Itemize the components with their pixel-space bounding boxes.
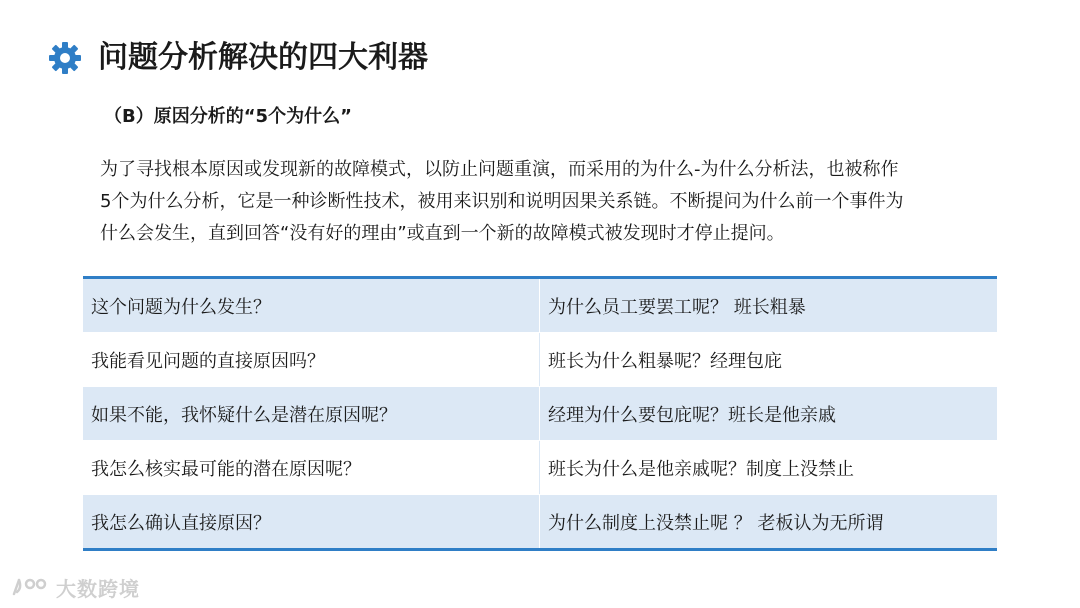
table-row (83, 387, 997, 441)
section-subtitle: （B）原因分析的“5个为什么” (104, 106, 352, 127)
page-title: 问题分析解决的四大利器 (98, 40, 428, 75)
question-cell: 我怎么确认直接原因？ (83, 495, 540, 550)
paragraph-line: 什么会发生，直到回答“没有好的理由”或直到一个新的故障模式被发现时才停止提问。 (100, 223, 785, 244)
brand-logo-icon (10, 574, 52, 600)
example-cell: 为什么员工要罢工呢？ 班长粗暴 (540, 278, 998, 333)
description-paragraph (100, 154, 1010, 250)
question-cell: 如果不能，我怀疑什么是潜在原因呢？ (83, 387, 540, 441)
question-cell: 我怎么核实最可能的潜在原因呢？ (83, 441, 540, 495)
example-cell: 班长为什么粗暴呢？经理包庇 (540, 333, 998, 387)
watermark-text: 大数跨境 (56, 576, 140, 601)
question-cell: 这个问题为什么发生？ (83, 278, 540, 333)
table-row (83, 278, 997, 333)
example-cell: 班长为什么是他亲戚呢？制度上没禁止 (540, 441, 998, 495)
brand-watermark (10, 572, 140, 602)
example-cell: 经理为什么要包庇呢？班长是他亲戚 (540, 387, 998, 441)
question-cell: 我能看见问题的直接原因吗？ (83, 333, 540, 387)
table-row (83, 495, 997, 550)
table-row (83, 441, 997, 495)
paragraph-line: 为了寻找根本原因或发现新的故障模式，以防止问题重演，而采用的为什么-为什么分析法，也被称作 (100, 159, 899, 180)
paragraph-line: 5个为什么分析，它是一种诊断性技术，被用来识别和说明因果关系链。不断提问为什么前一个事件为 (100, 191, 904, 212)
gear-icon (48, 41, 82, 75)
five-whys-table (83, 276, 997, 551)
example-cell: 为什么制度上没禁止呢 ？ 老板认为无所谓 (540, 495, 998, 550)
table-row (83, 333, 997, 387)
